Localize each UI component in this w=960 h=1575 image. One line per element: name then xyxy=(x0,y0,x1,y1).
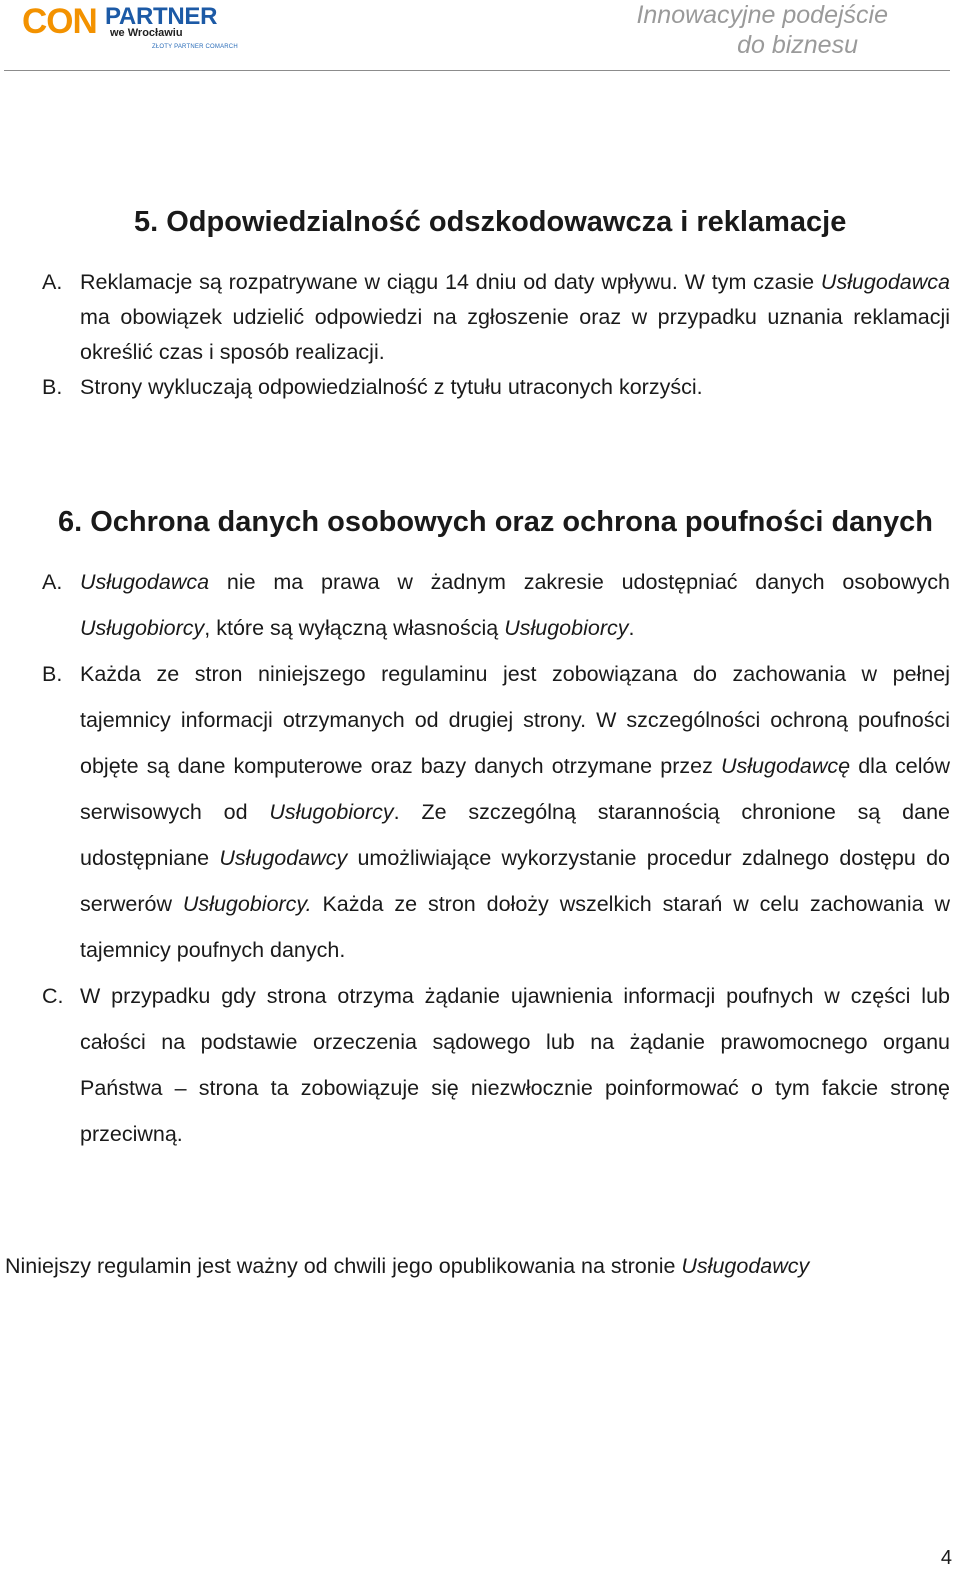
text-run: , które są wyłączną własnością xyxy=(204,616,505,640)
item-text xyxy=(80,265,950,370)
emphasized-term: Usługobiorcy. xyxy=(182,892,312,916)
logo-city-text: we Wrocławiu xyxy=(110,27,183,39)
text-run: W przypadku gdy strona otrzyma żądanie ujawnienia informacji poufnych w części lub całości na podstawie orzeczenia sądowego lub na żądanie prawomocnego organu Państwa – strona ta zobowiązuje się niezwłocznie poinformować o tym fakcie stronę przeciwną. xyxy=(80,984,950,1146)
text-run: Reklamacje są rozpatrywane w ciągu 14 dniu od daty wpływu. W tym czasie xyxy=(80,270,821,294)
text-run: Każda ze stron dołoży wszelkich starań w celu zachowania w tajemnicy poufnych danych. xyxy=(80,892,951,962)
section-6-heading: 6. Ochrona danych osobowych oraz ochrona poufności danych xyxy=(58,506,933,538)
text-run: Strony wykluczają odpowiedzialność z tytułu utraconych korzyści. xyxy=(80,375,703,399)
conpartner-logo xyxy=(22,2,244,54)
header-divider xyxy=(4,70,950,71)
text-run: ma obowiązek udzielić odpowiedzi na zgłoszenie oraz w przypadku uznania reklamacji określić czas i sposób realizacji. xyxy=(80,305,950,364)
emphasized-term: Usługodawcę xyxy=(720,754,851,778)
item-marker: B. xyxy=(42,662,63,686)
item-text xyxy=(80,651,950,973)
logo-partner-text: PARTNER xyxy=(105,3,218,30)
validity-note-emphasis: Usługodawcy xyxy=(681,1254,810,1278)
text-run: umożliwiające wykorzystanie procedur zdalnego dostępu do serwerów xyxy=(80,846,950,916)
emphasized-term: Usługobiorcy xyxy=(269,800,394,824)
emphasized-term: Usługobiorcy xyxy=(504,616,629,640)
emphasized-term: Usługodawca xyxy=(820,270,950,294)
item-marker: B. xyxy=(42,375,63,399)
validity-note-text: Niniejszy regulamin jest ważny od chwili jego opublikowania na stronie xyxy=(5,1254,682,1278)
item-marker: A. xyxy=(42,570,63,594)
header-tagline xyxy=(588,0,888,60)
emphasized-term: Usługodawca xyxy=(80,570,210,594)
item-marker: A. xyxy=(42,270,63,294)
text-run: nie ma prawa w żadnym zakresie udostępniać danych osobowych xyxy=(209,570,950,594)
section-6-item-b xyxy=(42,651,950,973)
item-marker: C. xyxy=(42,984,64,1008)
section-6-item-a xyxy=(42,559,950,651)
item-text xyxy=(80,559,950,651)
validity-note xyxy=(5,1250,809,1282)
tagline-line-2: do biznesu xyxy=(737,31,858,59)
text-run: dla celów serwisowych od xyxy=(80,754,951,824)
section-6-item-c xyxy=(42,973,950,1157)
text-run: Każda ze stron niniejszego regulaminu jest zobowiązana do zachowania w pełnej tajemnicy informacji otrzymanych od drugiej strony. W szczególności ochroną poufności objęte są dane komputerowe oraz bazy danych otrzymane przez xyxy=(80,662,950,778)
logo-con-mark: CON xyxy=(22,2,97,41)
section-5-item-a xyxy=(42,265,950,370)
section-5-item-b xyxy=(42,370,950,405)
section-5-heading: 5. Odpowiedzialność odszkodowawcza i reklamacje xyxy=(134,206,847,238)
item-text xyxy=(80,370,950,405)
page-number: 4 xyxy=(940,1547,952,1569)
text-run: . Ze szczególną starannością chronione są dane udostępniane xyxy=(80,800,950,870)
emphasized-term: Usługobiorcy xyxy=(80,616,205,640)
emphasized-term: Usługodawcy xyxy=(219,846,348,870)
page-header xyxy=(0,0,960,72)
logo-award-text: ZŁOTY PARTNER COMARCH xyxy=(152,44,238,50)
item-text xyxy=(80,973,950,1157)
tagline-line-1: Innowacyjne podejście xyxy=(636,1,888,29)
text-run: . xyxy=(628,616,635,640)
